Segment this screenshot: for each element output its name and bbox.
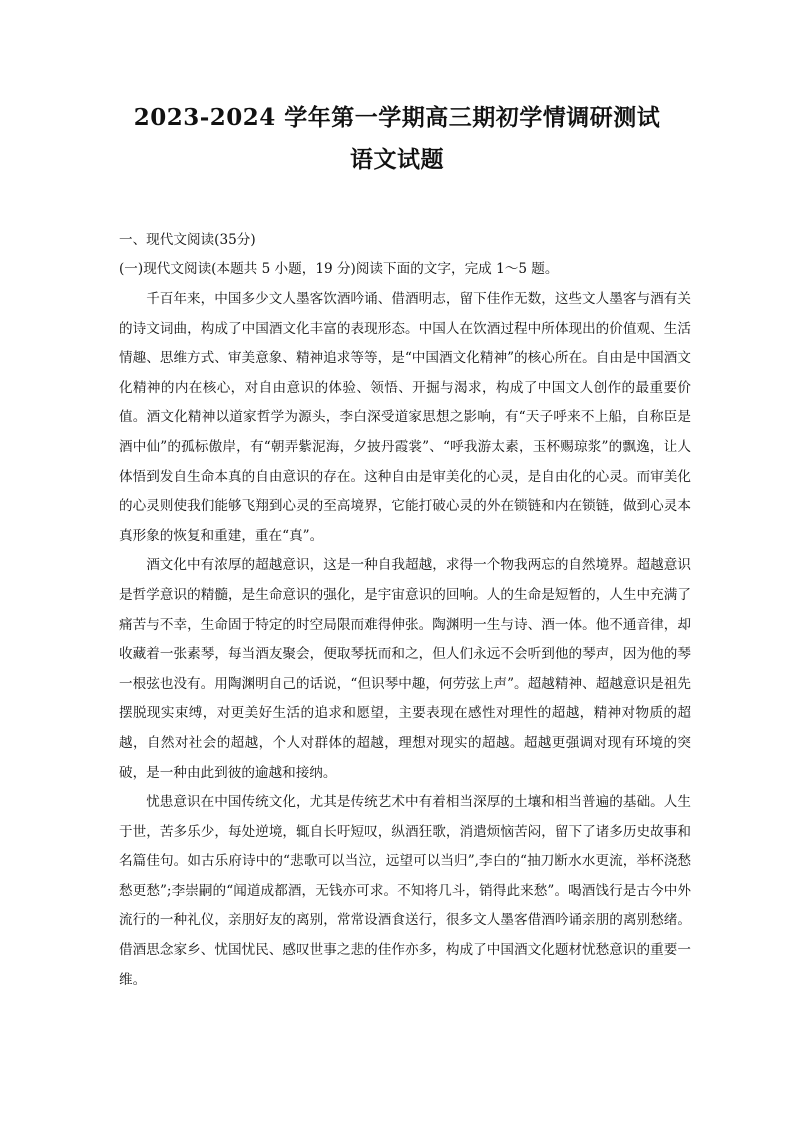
passage-paragraph-1: 千百年来，中国多少文人墨客饮酒吟诵、借酒明志，留下佳作无数，这些文人墨客与酒有关的诗文词曲，构成了中国酒文化丰富的表现形态。中国人在饮酒过程中所体现出的价值观、生活情趣、思维方式、审美意象、精神追求等等，是“中国酒文化精神”的核心所在。自由是中国酒文化精神的内在核心，对自由意识的体验、领悟、开掘与渴求，构成了中国文人创作的最重要价值。酒文化精神以道家哲学为源头，李白深受道家思想之影响，有“天子呼来不上船，自称臣是酒中仙”的孤标傲岸，有“朝弄紫泥海，夕披丹霞裳”、“呼我游太素，玉杯赐琼浆”的飘逸，让人体悟到发自生命本真的自由意识的存在。这种自由是审美化的心灵，是自由化的心灵。而审美化的心灵则使我们能够飞翔到心灵的至高境界，它能打破心灵的外在锁链和内在锁链，做到心灵本真形象的恢复和重建，重在“真”。 [119,291,691,544]
section-heading: 一、现代文阅读(35分) [119,232,256,248]
passage-paragraph-3: 忧患意识在中国传统文化，尤其是传统艺术中有着相当深厚的土壤和相当普遍的基础。人生于世，苦多乐少，每处逆境，辄自长吁短叹，纵酒狂歌，消遣烦恼苦闷，留下了诸多历史故事和名篇佳句。如古乐府诗中的“悲歌可以当泣，远望可以当归”,李白的“抽刀断水水更流，举杯浇愁愁更愁”;李崇嗣的“闻道成都酒，无钱亦可求。不知将几斗，销得此来愁”。喝酒饯行是古今中外流行的一种礼仪，亲朋好友的离别，常常设酒食送行，很多文人墨客借酒吟诵亲朋的离别愁绪。借酒思念家乡、忧国忧民、感叹世事之悲的佳作亦多，构成了中国酒文化题材忧愁意识的重要一维。 [119,794,691,988]
document-title: 2023-2024 学年第一学期高三期初学情调研测试 [133,104,661,131]
document-subtitle: 语文试题 [350,146,444,173]
passage-paragraph-2: 酒文化中有浓厚的超越意识，这是一种自我超越，求得一个物我两忘的自然境界。超越意识是哲学意识的精髓，是生命意识的强化，是宇宙意识的回响。人的生命是短暂的，人生中充满了痛苦与不幸，生命固于特定的时空局限而难得伸张。陶渊明一生与诗、酒一体。他不通音律，却收藏着一张素琴，每当酒友聚会，便取琴抚而和之，但人们永远不会听到他的琴声，因为他的琴一根弦也没有。用陶渊明自己的话说，“但识琴中趣，何劳弦上声”。超越精神、超越意识是祖先摆脱现实束缚，对更美好生活的追求和愿望，主要表现在感性对理性的超越，精神对物质的超越，自然对社会的超越，个人对群体的超越，理想对现实的超越。超越更强调对现有环境的突破，是一种由此到彼的逾越和接纳。 [119,557,691,781]
reading-passage [119,285,691,995]
reading-instructions: (一)现代文阅读(本题共 5 小题，19 分)阅读下面的文字，完成 1～5 题。 [119,261,559,277]
